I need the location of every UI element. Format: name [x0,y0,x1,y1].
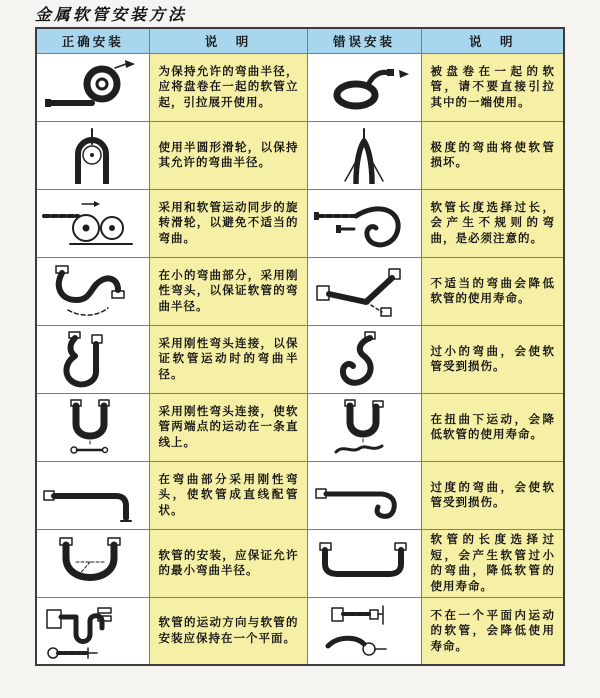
table-row [36,597,564,665]
straight-run-elbow-illustration [40,466,145,524]
sharp-bend-illustration [312,126,417,184]
minimum-bend-radius-u-illustration [40,534,145,592]
correct-description: 在小的弯曲部分，采用刚性弯头，以保证软管的弯曲半径。 [149,257,307,325]
wrong-image-cell [307,121,421,189]
correct-description: 使用半圆形滑轮，以保持其允许的弯曲半径。 [149,121,307,189]
correct-description: 为保持允许的弯曲半径，应将盘卷在一起的软管立起，引拉展开使用。 [149,53,307,121]
table-row [36,529,564,597]
s-hook-bend-illustration [312,330,417,388]
u-hose-twisted-illustration [312,398,417,456]
correct-description: 软管的运动方向与软管的安装应保持在一个平面。 [149,597,307,665]
wrong-image-cell [307,529,421,597]
correct-image-cell [36,461,149,529]
header-description-2: 说 明 [421,28,564,53]
wrong-description: 过度的弯曲，会使软管受到损伤。 [421,461,564,529]
installation-methods-table [35,27,565,666]
rotating-pulleys-illustration [40,194,145,252]
upright-coil-illustration [40,58,145,116]
wrong-description: 极度的弯曲将使软管损坏。 [421,121,564,189]
correct-image-cell [36,53,149,121]
u-hose-endpoints-aligned-illustration [40,398,145,456]
table-row [36,121,564,189]
correct-image-cell [36,121,149,189]
wrong-description: 不适当的弯曲会降低软管的使用寿命。 [421,257,564,325]
wrong-description: 过小的弯曲，会使软管受到损伤。 [421,325,564,393]
too-short-flat-u-illustration [312,534,417,592]
wrong-image-cell [307,53,421,121]
correct-description: 软管的安装，应保证允许的最小弯曲半径。 [149,529,307,597]
table-row [36,325,564,393]
correct-description: 采用和软管运动同步的旋转滑轮，以避免不适当的弯曲。 [149,189,307,257]
page-title: 金属软管安装方法 [35,5,188,24]
wrong-description: 在扭曲下运动，会降低软管的使用寿命。 [421,393,564,461]
correct-image-cell [36,257,149,325]
wrong-image-cell [307,325,421,393]
wrong-description: 软管长度选择过长，会产生不规则的弯曲，是必须注意的。 [421,189,564,257]
correct-description: 采用刚性弯头连接，以保证软管运动时的弯曲半径。 [149,325,307,393]
correct-image-cell [36,325,149,393]
wrong-description: 被盘卷在一起的软管，请不要直接引拉其中的一端使用。 [421,53,564,121]
wrong-image-cell [307,257,421,325]
correct-image-cell [36,597,149,665]
header-description-1: 说 明 [149,28,307,53]
flat-coil-pulled-illustration [312,58,417,116]
table-row [36,461,564,529]
improper-bend-illustration [312,262,417,320]
irregular-loop-illustration [312,194,417,252]
table-row [36,393,564,461]
wrong-description: 不在一个平面内运动的软管，会降低使用寿命。 [421,597,564,665]
correct-image-cell [36,393,149,461]
over-bent-end-illustration [312,466,417,524]
wrong-image-cell [307,461,421,529]
correct-image-cell [36,189,149,257]
header-correct-install: 正确安装 [36,28,149,53]
header-wrong-install: 错误安装 [307,28,421,53]
wrong-image-cell [307,393,421,461]
wrong-image-cell [307,597,421,665]
wrong-image-cell [307,189,421,257]
pulley-hose-illustration [40,126,145,184]
wrong-description: 软管的长度选择过短，会产生软管过小的弯曲，降低软管的使用寿命。 [421,529,564,597]
elbow-connected-u-hose-illustration [40,330,145,388]
header-row [36,28,564,53]
table-row [36,257,564,325]
table-row [36,53,564,121]
correct-description: 在弯曲部分采用刚性弯头，使软管成直线配管状。 [149,461,307,529]
correct-description: 采用刚性弯头连接，使软管两端点的运动在一条直线上。 [149,393,307,461]
one-plane-motion-illustration [40,602,145,660]
rigid-elbow-small-bend-illustration [40,262,145,320]
out-of-plane-motion-illustration [312,602,417,660]
correct-image-cell [36,529,149,597]
table-row [36,189,564,257]
